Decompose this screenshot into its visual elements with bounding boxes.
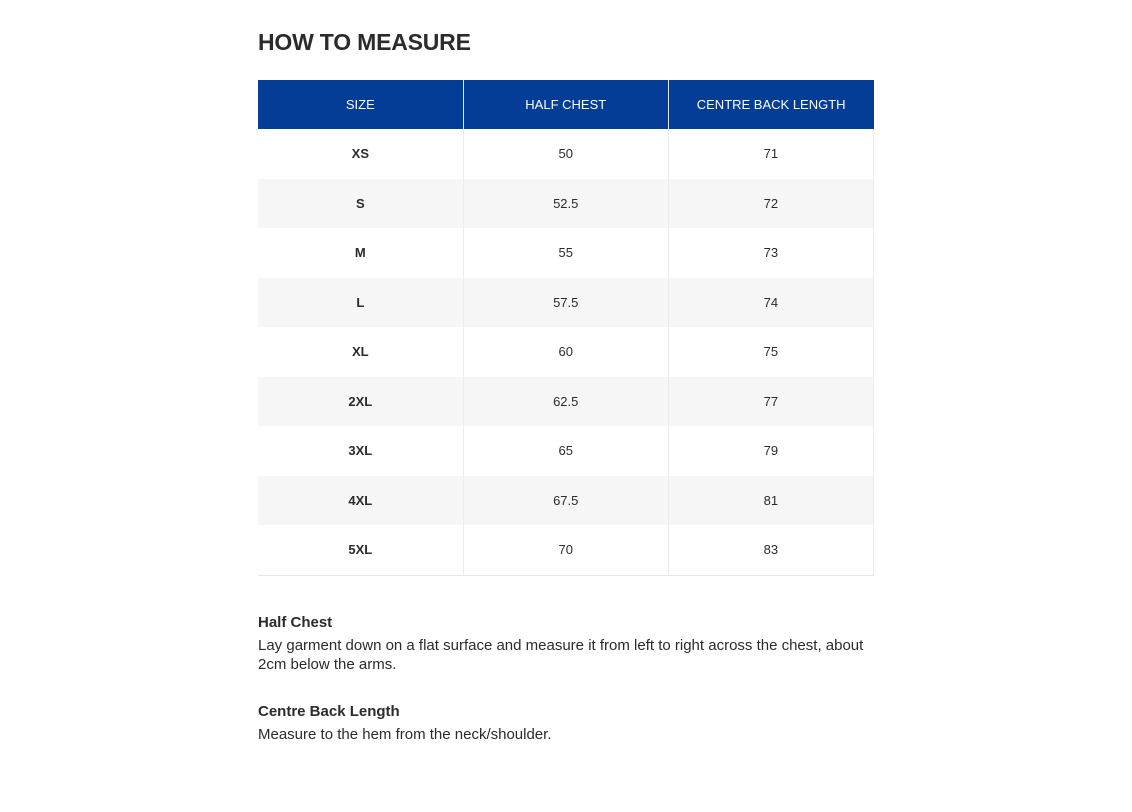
cell-centre-back-length: 75	[668, 327, 873, 377]
cell-size: M	[258, 228, 463, 278]
table-row	[258, 179, 874, 229]
half-chest-note	[258, 613, 878, 674]
cell-centre-back-length: 73	[668, 228, 873, 278]
cell-centre-back-length: 74	[668, 278, 873, 328]
table-row	[258, 327, 874, 377]
cell-centre-back-length: 79	[668, 426, 873, 476]
header-size: SIZE	[258, 80, 463, 129]
cell-half-chest: 57.5	[463, 278, 668, 328]
centre-back-note-text: Measure to the hem from the neck/shoulder.	[258, 726, 552, 743]
table-row	[258, 426, 874, 476]
cell-centre-back-length: 77	[668, 377, 873, 427]
header-half-chest: HALF CHEST	[463, 80, 668, 129]
cell-centre-back-length: 71	[668, 129, 873, 179]
page-title: HOW TO MEASURE	[258, 29, 471, 55]
cell-size: L	[258, 278, 463, 328]
table-row	[258, 525, 874, 575]
cell-size: 2XL	[258, 377, 463, 427]
cell-centre-back-length: 83	[668, 525, 873, 575]
header-centre-back-length: CENTRE BACK LENGTH	[668, 80, 873, 129]
cell-half-chest: 60	[463, 327, 668, 377]
cell-size: 4XL	[258, 476, 463, 526]
cell-size: XL	[258, 327, 463, 377]
centre-back-note	[258, 702, 878, 744]
table-row	[258, 129, 874, 179]
cell-half-chest: 55	[463, 228, 668, 278]
cell-half-chest: 52.5	[463, 179, 668, 229]
half-chest-note-title: Half Chest	[258, 614, 333, 631]
cell-half-chest: 65	[463, 426, 668, 476]
table-row	[258, 228, 874, 278]
cell-centre-back-length: 81	[668, 476, 873, 526]
cell-size: 3XL	[258, 426, 463, 476]
table-row	[258, 476, 874, 526]
table-row	[258, 278, 874, 328]
cell-centre-back-length: 72	[668, 179, 873, 229]
table-header-row	[258, 80, 874, 129]
cell-size: 5XL	[258, 525, 463, 575]
cell-size: XS	[258, 129, 463, 179]
centre-back-note-title: Centre Back Length	[258, 703, 400, 720]
size-table	[258, 80, 874, 576]
table-row	[258, 377, 874, 427]
half-chest-note-text: Lay garment down on a flat surface and measure it from left to right across the chest, about 2cm below the arms.	[258, 637, 864, 673]
cell-half-chest: 50	[463, 129, 668, 179]
cell-half-chest: 67.5	[463, 476, 668, 526]
cell-half-chest: 70	[463, 525, 668, 575]
cell-half-chest: 62.5	[463, 377, 668, 427]
cell-size: S	[258, 179, 463, 229]
